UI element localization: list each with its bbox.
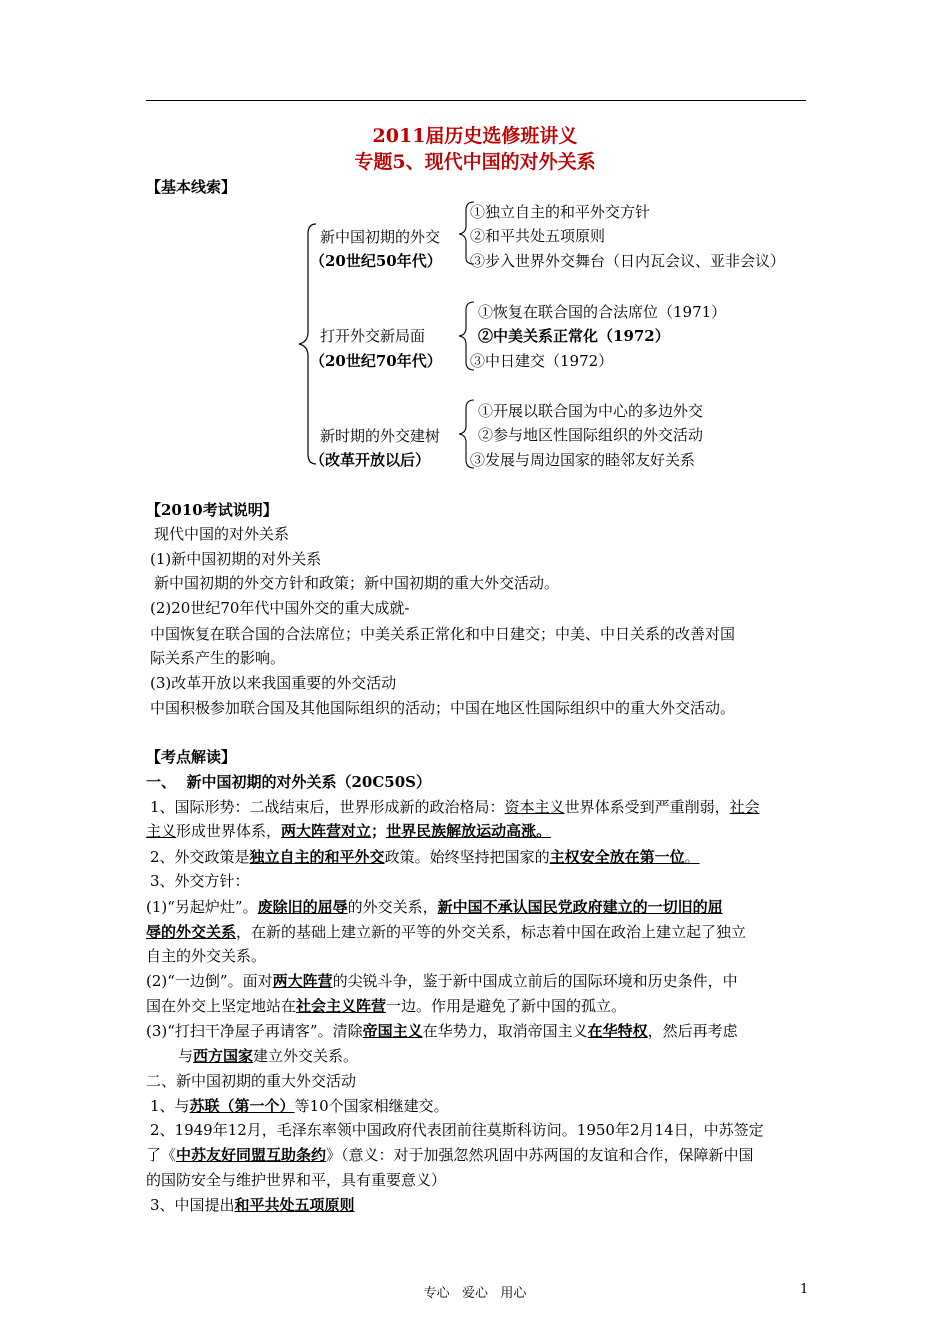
s1-3-2-line-2: 国在外交上坚定地站在社会主义阵营一边。作用是避免了新中国的孤立。 [146,997,627,1015]
clue-group-1-item-3: ③步入世界外交舞台（日内瓦会议、亚非会议） [470,252,786,270]
exam-line-2: (1)新中国初期的对外关系 [150,550,322,568]
clue-group-1-name: 新中国初期的外交 [320,228,441,246]
s2-item-2-line-2: 了《中苏友好同盟互助条约》（意义：对于加强忽然巩固中苏两国的友谊和合作，保障新中国 [146,1146,754,1164]
clue-group-2-item-2: ②中美关系正常化（1972） [478,327,670,345]
clue-group-1-item-1: ①独立自主的和平外交方针 [470,203,651,221]
s1-3-1-line-2: 辱的外交关系，在新的基础上建立新的平等的外交关系，标志着中国在政治上建立起了独立 [146,923,747,941]
points-heading: 【考点解读】 [146,748,237,766]
s1-3-1-line-3: 自主的外交关系。 [146,947,267,965]
section-1-title: 一、 新中国初期的对外关系（20C50S） [146,773,431,791]
exam-line-1: 现代中国的对外关系 [154,525,290,543]
clue-group-3-item-3: ③发展与周边国家的睦邻友好关系 [470,451,696,469]
s1-3-3-line-1: (3)“打扫干净屋子再请客”。清除帝国主义在华势力，取消帝国主义在华特权，然后再考虑 [146,1022,738,1040]
s1-item-1-line-2: 主义形成世界体系，两大阵营对立；世界民族解放运动高涨。 [146,822,552,840]
header-rule [146,100,806,101]
exam-line-5: 中国恢复在联合国的合法席位；中美关系正常化和中日建交；中美、中日关系的改善对国 [150,625,736,643]
clue-group-3-name: 新时期的外交建树 [320,427,441,445]
clue-group-2-item-3: ③中日建交（1972） [470,352,614,370]
exam-line-3: 新中国初期的外交方针和政策；新中国初期的重大外交活动。 [154,574,560,592]
exam-line-6: 际关系产生的影响。 [150,649,286,667]
exam-line-4: (2)20世纪70年代中国外交的重大成就- [150,599,410,617]
s2-item-1: 1、与苏联（第一个）等10个国家相继建交。 [150,1097,449,1115]
exam-line-8: 中国积极参加联合国及其他国际组织的活动；中国在地区性国际组织中的重大外交活动。 [150,699,736,717]
clue-group-2-period: （20世纪70年代） [310,352,442,370]
page-number: 1 [800,1282,809,1297]
s1-3-2-line-1: (2)“一边倒”。面对两大阵营的尖锐斗争，鉴于新中国成立前后的国际环境和历史条件，中 [146,972,738,990]
clue-group-1-period: （20世纪50年代） [310,252,442,270]
clue-heading: 【基本线索】 [146,178,237,196]
clue-group-3-item-2: ②参与地区性国际组织的外交活动 [478,426,704,444]
s2-item-2-line-1: 2、1949年12月，毛泽东率领中国政府代表团前往莫斯科访问。1950年2月14日，中苏签定 [150,1121,764,1139]
page-subtitle: 专题5、现代中国的对外关系 [354,151,596,173]
clue-group-3-item-1: ①开展以联合国为中心的多边外交 [478,402,704,420]
s1-3-3-line-2: 与西方国家建立外交关系。 [178,1047,359,1065]
s1-item-2: 2、外交政策是独立自主的和平外交政策。始终坚持把国家的主权安全放在第一位。 [150,848,700,866]
clue-group-2-item-1: ①恢复在联合国的合法席位（1971） [478,303,727,321]
footer-motto: 专心 爱心 用心 [423,1286,527,1301]
clue-group-2-name: 打开外交新局面 [320,327,426,345]
s1-item-3: 3、外交方针： [150,872,250,890]
exam-line-7: (3)改革开放以来我国重要的外交活动 [150,674,397,692]
s2-item-2-line-3: 的国防安全与维护世界和平，具有重要意义） [146,1171,447,1189]
section-2-title: 二、新中国初期的重大外交活动 [146,1072,357,1090]
exam-heading: 【2010考试说明】 [146,501,278,519]
page-title: 2011届历史选修班讲义 [372,125,578,147]
clue-group-3-period: （改革开放以后） [310,451,431,469]
s1-3-1-line-1: (1)“另起炉灶”。废除旧的屈辱的外交关系，新中国不承认国民党政府建立的一切旧的屈 [146,898,723,916]
s2-item-3: 3、中国提出和平共处五项原则 [150,1196,355,1214]
s1-item-1-line-1: 1、国际形势：二战结束后，世界形成新的政治格局：资本主义世界体系受到严重削弱，社会 [150,798,760,816]
clue-group-1-item-2: ②和平共处五项原则 [470,227,606,245]
